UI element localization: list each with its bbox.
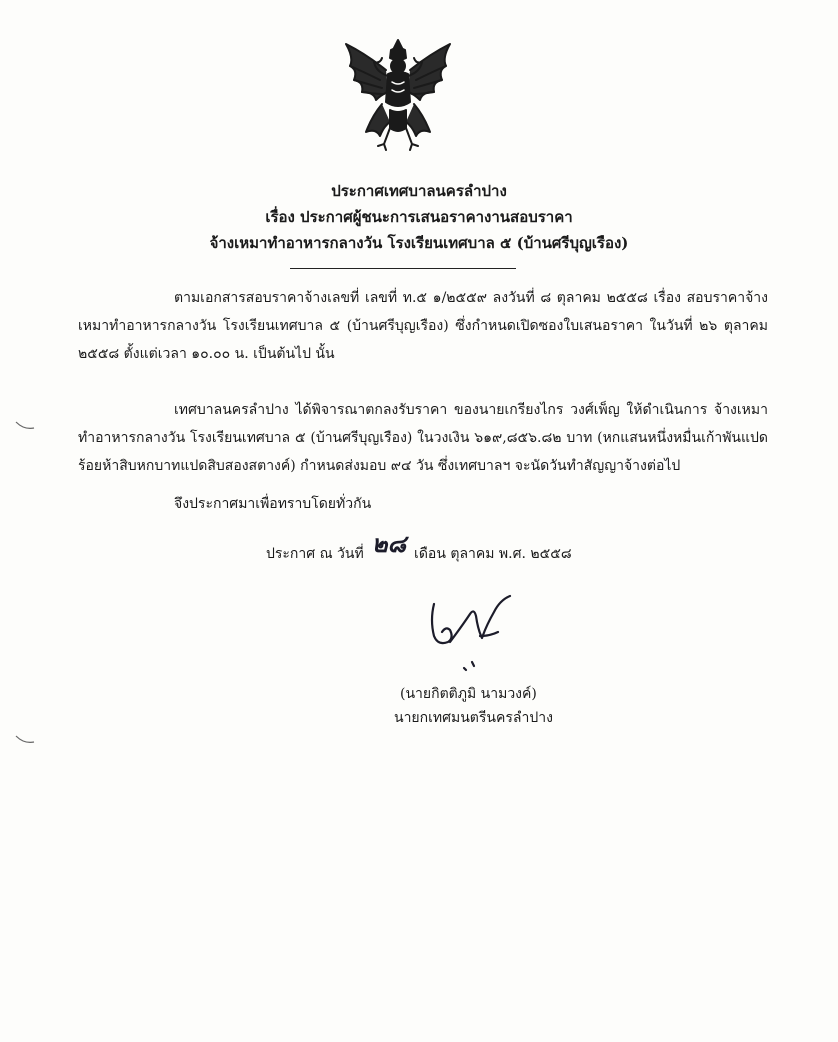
announcement-date [266,530,572,566]
announcement-subject-detail: จ้างเหมาทำอาหารกลางวัน โรงเรียนเทศบาล ๕ (บ้านศรีบุญเรือง) [209,234,629,252]
scan-mark [14,732,36,746]
signatory-title: นายกเทศมนตรีนครลำปาง [394,710,553,726]
body-paragraph-2 [78,396,768,480]
garuda-emblem-icon [336,36,460,154]
closing-statement: จึงประกาศมาเพื่อทราบโดยทั่วกัน [174,496,372,512]
paragraph-2-text: เทศบาลนครลำปาง ได้พิจารณาตกลงรับราคา ของนายเกรียงไกร วงศ์เพ็ญ ให้ดำเนินการ จ้างเหมาทำอาหารกลางวัน โรงเรียนเทศบาล ๕ (บ้านศรีบุญเรือง) ในวงเงิน ๖๑๙,๘๕๖.๘๒ บาท (หกแสนหนึ่งหมื่นเก้าพันแปดร้อยห้าสิบหกบาทแปดสิบสองสตางค์) กำหนดส่งมอบ ๙๔ วัน ซึ่งเทศบาลฯ จะนัดวันทำสัญญาจ้างต่อไป [78,402,768,474]
date-prefix: ประกาศ ณ วันที่ [266,546,364,562]
paragraph-1-text: ตามเอกสารสอบราคาจ้างเลขที่ เลขที่ ท.๕ ๑/๒๕๕๙ ลงวันที่ ๘ ตุลาคม ๒๕๕๘ เรื่อง สอบราคาจ้างเหมาทำอาหารกลางวัน โรงเรียนเทศบาล ๕ (บ้านศรีบุญเรือง) ซึ่งกำหนดเปิดซองใบเสนอราคา ในวันที่ ๒๖ ตุลาคม ๒๕๕๘ ตั้งแต่เวลา ๑๐.๐๐ น. เป็นต้นไป นั้น [78,290,768,362]
date-month-year: เดือน ตุลาคม พ.ศ. ๒๕๕๘ [414,546,572,562]
date-day-handwritten: ๒๘ [371,530,407,558]
announcement-subject: เรื่อง ประกาศผู้ชนะการเสนอราคางานสอบราคา [265,208,573,226]
handwritten-signature-icon [420,586,530,672]
title-divider [290,268,516,269]
announcement-title: ประกาศเทศบาลนครลำปาง [331,182,507,200]
body-paragraph-1 [78,284,768,368]
signatory-name: (นายกิตติภูมิ นามวงค์) [400,686,537,702]
scan-mark [14,418,36,432]
